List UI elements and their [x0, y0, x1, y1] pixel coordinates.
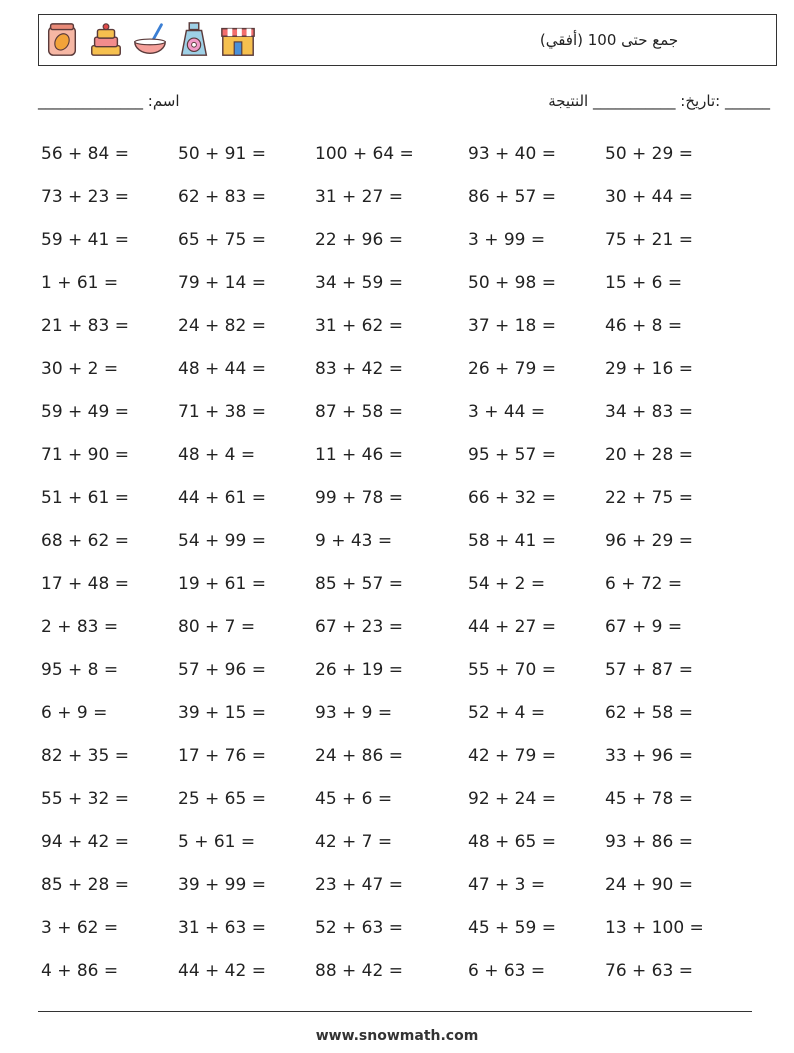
bakery-shop-icon	[219, 21, 257, 59]
problem-cell: 56 + 84 =	[41, 144, 129, 164]
flour-bag-icon	[43, 21, 81, 59]
problem-cell: 9 + 43 =	[315, 531, 393, 551]
problem-cell: 5 + 61 =	[178, 832, 256, 852]
problem-cell: 85 + 28 =	[41, 875, 129, 895]
problem-cell: 48 + 44 =	[178, 359, 266, 379]
problem-cell: 73 + 23 =	[41, 187, 129, 207]
problem-row	[0, 950, 794, 993]
problem-cell: 45 + 78 =	[605, 789, 693, 809]
problem-row	[0, 133, 794, 176]
problem-cell: 71 + 38 =	[178, 402, 266, 422]
footer-divider	[38, 1011, 752, 1012]
problem-cell: 1 + 61 =	[41, 273, 119, 293]
problem-cell: 3 + 44 =	[468, 402, 546, 422]
date-score-field: ______ :تاريخ: ___________ النتيجة	[548, 92, 770, 110]
problem-cell: 57 + 96 =	[178, 660, 266, 680]
problem-cell: 24 + 90 =	[605, 875, 693, 895]
problem-cell: 76 + 63 =	[605, 961, 693, 981]
problem-cell: 88 + 42 =	[315, 961, 403, 981]
problem-cell: 2 + 83 =	[41, 617, 119, 637]
problem-cell: 71 + 90 =	[41, 445, 129, 465]
problem-row	[0, 434, 794, 477]
problem-cell: 33 + 96 =	[605, 746, 693, 766]
problem-row	[0, 907, 794, 950]
problem-cell: 44 + 42 =	[178, 961, 266, 981]
problem-cell: 20 + 28 =	[605, 445, 693, 465]
problem-cell: 46 + 8 =	[605, 316, 683, 336]
problem-cell: 3 + 62 =	[41, 918, 119, 938]
problem-row	[0, 821, 794, 864]
problem-cell: 62 + 83 =	[178, 187, 266, 207]
problem-cell: 75 + 21 =	[605, 230, 693, 250]
problem-cell: 17 + 48 =	[41, 574, 129, 594]
problem-cell: 6 + 63 =	[468, 961, 546, 981]
problem-cell: 67 + 9 =	[605, 617, 683, 637]
problem-cell: 82 + 35 =	[41, 746, 129, 766]
problem-cell: 47 + 3 =	[468, 875, 546, 895]
problem-cell: 31 + 62 =	[315, 316, 403, 336]
problem-cell: 37 + 18 =	[468, 316, 556, 336]
problem-row	[0, 563, 794, 606]
problem-cell: 26 + 19 =	[315, 660, 403, 680]
problem-cell: 30 + 44 =	[605, 187, 693, 207]
problem-cell: 15 + 6 =	[605, 273, 683, 293]
problem-cell: 34 + 83 =	[605, 402, 693, 422]
problem-cell: 6 + 9 =	[41, 703, 108, 723]
problem-cell: 86 + 57 =	[468, 187, 556, 207]
problem-cell: 65 + 75 =	[178, 230, 266, 250]
problem-cell: 52 + 63 =	[315, 918, 403, 938]
problem-cell: 94 + 42 =	[41, 832, 129, 852]
problem-cell: 100 + 64 =	[315, 144, 414, 164]
problem-cell: 19 + 61 =	[178, 574, 266, 594]
problem-cell: 79 + 14 =	[178, 273, 266, 293]
problem-cell: 42 + 79 =	[468, 746, 556, 766]
problem-cell: 22 + 96 =	[315, 230, 403, 250]
problem-cell: 95 + 57 =	[468, 445, 556, 465]
problem-cell: 66 + 32 =	[468, 488, 556, 508]
problem-cell: 50 + 29 =	[605, 144, 693, 164]
problem-cell: 96 + 29 =	[605, 531, 693, 551]
problem-row	[0, 477, 794, 520]
problem-cell: 93 + 86 =	[605, 832, 693, 852]
problem-cell: 29 + 16 =	[605, 359, 693, 379]
problem-cell: 50 + 98 =	[468, 273, 556, 293]
problem-cell: 51 + 61 =	[41, 488, 129, 508]
problem-cell: 4 + 86 =	[41, 961, 119, 981]
worksheet-header	[38, 14, 777, 66]
problem-cell: 54 + 2 =	[468, 574, 546, 594]
problem-row	[0, 649, 794, 692]
problem-row	[0, 219, 794, 262]
problem-row	[0, 606, 794, 649]
problem-cell: 59 + 41 =	[41, 230, 129, 250]
problem-cell: 25 + 65 =	[178, 789, 266, 809]
problem-cell: 58 + 41 =	[468, 531, 556, 551]
problem-cell: 68 + 62 =	[41, 531, 129, 551]
donut-flask-icon	[175, 21, 213, 59]
problem-cell: 34 + 59 =	[315, 273, 403, 293]
problem-cell: 92 + 24 =	[468, 789, 556, 809]
problem-cell: 48 + 65 =	[468, 832, 556, 852]
problem-cell: 52 + 4 =	[468, 703, 546, 723]
footer-url: www.snowmath.com	[315, 1028, 479, 1044]
problem-cell: 23 + 47 =	[315, 875, 403, 895]
problem-cell: 48 + 4 =	[178, 445, 256, 465]
name-field: اسم: ______________	[38, 92, 180, 110]
problem-cell: 31 + 27 =	[315, 187, 403, 207]
problem-cell: 6 + 72 =	[605, 574, 683, 594]
problem-row	[0, 391, 794, 434]
problem-cell: 55 + 70 =	[468, 660, 556, 680]
problem-row	[0, 735, 794, 778]
problem-row	[0, 348, 794, 391]
worksheet-title: جمع حتى 100 (أفقي)	[539, 31, 679, 49]
problem-cell: 45 + 6 =	[315, 789, 393, 809]
problem-cell: 22 + 75 =	[605, 488, 693, 508]
problem-cell: 99 + 78 =	[315, 488, 403, 508]
problem-row	[0, 520, 794, 563]
problem-cell: 87 + 58 =	[315, 402, 403, 422]
problem-cell: 30 + 2 =	[41, 359, 119, 379]
problem-row	[0, 692, 794, 735]
problem-cell: 39 + 99 =	[178, 875, 266, 895]
problem-cell: 83 + 42 =	[315, 359, 403, 379]
problem-row	[0, 262, 794, 305]
problem-cell: 24 + 86 =	[315, 746, 403, 766]
problem-cell: 55 + 32 =	[41, 789, 129, 809]
problem-cell: 57 + 87 =	[605, 660, 693, 680]
problem-cell: 85 + 57 =	[315, 574, 403, 594]
problem-cell: 80 + 7 =	[178, 617, 256, 637]
problem-row	[0, 176, 794, 219]
problem-cell: 45 + 59 =	[468, 918, 556, 938]
problem-cell: 50 + 91 =	[178, 144, 266, 164]
problem-cell: 17 + 76 =	[178, 746, 266, 766]
problem-cell: 3 + 99 =	[468, 230, 546, 250]
problem-cell: 44 + 61 =	[178, 488, 266, 508]
layer-cake-icon	[87, 21, 125, 59]
problem-cell: 59 + 49 =	[41, 402, 129, 422]
problem-cell: 93 + 40 =	[468, 144, 556, 164]
problem-cell: 67 + 23 =	[315, 617, 403, 637]
problem-cell: 26 + 79 =	[468, 359, 556, 379]
problem-cell: 31 + 63 =	[178, 918, 266, 938]
problem-cell: 13 + 100 =	[605, 918, 704, 938]
header-icons	[43, 21, 257, 59]
problem-cell: 44 + 27 =	[468, 617, 556, 637]
problem-cell: 95 + 8 =	[41, 660, 119, 680]
problem-cell: 62 + 58 =	[605, 703, 693, 723]
problem-row	[0, 864, 794, 907]
problem-cell: 21 + 83 =	[41, 316, 129, 336]
problem-cell: 24 + 82 =	[178, 316, 266, 336]
problem-row	[0, 778, 794, 821]
problem-row	[0, 305, 794, 348]
problem-cell: 93 + 9 =	[315, 703, 393, 723]
problem-cell: 11 + 46 =	[315, 445, 403, 465]
mixing-bowl-icon	[131, 21, 169, 59]
problem-cell: 54 + 99 =	[178, 531, 266, 551]
problem-cell: 39 + 15 =	[178, 703, 266, 723]
problem-grid	[0, 133, 794, 993]
problem-cell: 42 + 7 =	[315, 832, 393, 852]
